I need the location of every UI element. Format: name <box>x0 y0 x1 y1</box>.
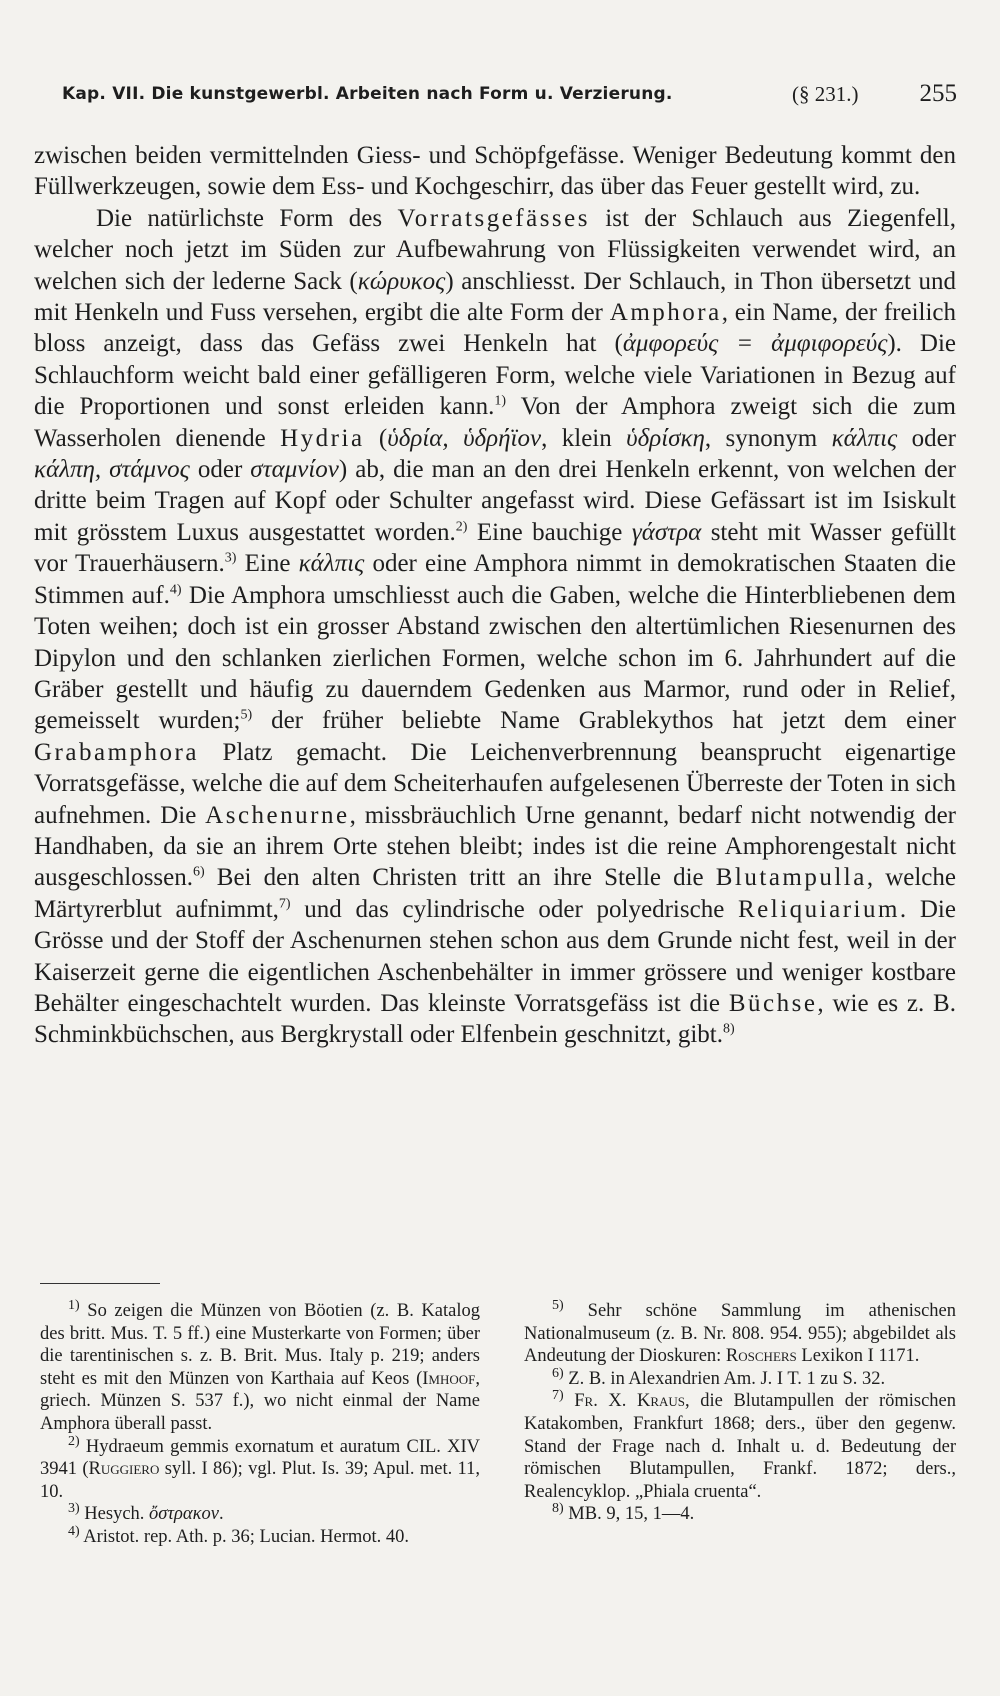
greek-term: κάλπη, στάμνος <box>34 456 190 484</box>
footnote-number: 2) <box>68 1433 80 1449</box>
footnote-ref[interactable]: 8) <box>722 1022 735 1038</box>
greek-term: ὑδρία, ὑδρήϊον <box>387 424 542 452</box>
paragraph-2 <box>34 203 956 1051</box>
text-run: , klein <box>541 424 627 452</box>
footnote-text: , die Blutampullen der römischen Katakomben, Frankfurt 1868; ders., über den gegenw. Stand der Frage nach d. Inhalt u. d. Bedeutung der römischen Blutampullen, Frankf. 1872; ders., Realencyklop. „Phiala cruenta“. <box>524 1391 957 1502</box>
footnote-text: Z. B. in Alexandrien Am. J. I T. 1 zu S. 32. <box>563 1368 886 1389</box>
footnote-5 <box>524 1297 956 1368</box>
text-run: ist der Schlauch aus Ziegenfell, welcher noch jetzt im Süden zur Aufbewahrung von Flüssigkeiten verwendet wird, an welchen sich der lederne Sack ( <box>34 204 956 295</box>
footnote-number: 5) <box>552 1297 564 1313</box>
spaced-term: Amphora <box>609 299 722 327</box>
page-number: 255 <box>919 80 957 107</box>
text-run: ) anschliesst. Der Schlauch, in Thon übersetzt und mit Henkeln und Fuss versehen, ergibt die alte Form der <box>34 267 956 327</box>
text-run: steht mit Wasser gefüllt vor Trauerhäusern. <box>34 518 956 578</box>
text-run: der früher beliebte Name Grablekythos hat jetzt dem einer <box>252 707 956 735</box>
greek-term: κώρυκος <box>357 267 446 295</box>
text-run: , wie es z. B. Schminkbüchschen, aus Bergkrystall oder Elfenbein geschnitzt, gibt. <box>34 989 956 1049</box>
footnote-text: Aristot. rep. Ath. p. 36; Lucian. Hermot. 40. <box>79 1526 410 1547</box>
text-run: Eine bauchige <box>467 518 632 546</box>
footnote-ref[interactable]: 2) <box>455 519 468 535</box>
footnote-3 <box>40 1503 480 1526</box>
text-run: ( <box>364 424 388 452</box>
author-name: Imhoof <box>422 1368 476 1389</box>
footnote-number: 8) <box>552 1501 564 1517</box>
footnote-2 <box>40 1433 480 1504</box>
greek-term: ὑδρίσκη <box>626 424 705 452</box>
text-run: Eine <box>236 550 299 578</box>
text-run: , welche Märtyrerblut aufnimmt, <box>34 864 956 923</box>
footnote-text: syll. I 86); vgl. Plut. Is. 39; Apul. met. 11, 10. <box>40 1459 480 1502</box>
spaced-term: Büchse <box>728 989 818 1017</box>
text-run: Von der Amphora zweigt sich die zum Wasserholen dienende <box>34 393 956 452</box>
footnote-number: 3) <box>68 1501 80 1517</box>
running-title: Kap. VII. Die kunstgewerbl. Arbeiten nach Form u. Verzierung. <box>62 84 673 104</box>
main-text <box>34 140 956 1051</box>
footnote-ref[interactable]: 1) <box>494 393 507 409</box>
footnote-text: So zeigen die Münzen von Böotien (z. B. Katalog des britt. Mus. T. 5 ff.) eine Musterkarte von Formen; über die tarentinischen s. z. B. Brit. Mus. Italy p. 219; anders steht es mit den Münzen von Karthaia auf Keos ( <box>40 1301 480 1389</box>
text-run: , ein Name, der freilich bloss anzeigt, dass das Gefäss zwei Henkeln hat ( <box>34 299 956 358</box>
footnote-ref[interactable]: 5) <box>240 707 253 723</box>
text-run: oder eine Amphora nimmt in demokratischen Staaten die Stimmen auf. <box>34 550 956 609</box>
footnote-6 <box>524 1365 956 1391</box>
author-name: Roschers <box>725 1346 797 1367</box>
footnote-4 <box>40 1523 480 1549</box>
footnote-1 <box>40 1297 480 1436</box>
text-run: , synonym <box>704 424 832 452</box>
footnotes <box>34 1297 957 1660</box>
footnote-text: MB. 9, 15, 1—4. <box>563 1504 695 1525</box>
text-run: , missbräuchlich Urne genannt, bedarf nicht notwendig der Handhaben, da sie an ihrem Orte stehen bleibt; indes ist die reine Amphorengestalt nicht ausgeschlossen. <box>34 801 957 892</box>
text-run: und das cylindrische oder polyedrische <box>290 895 738 923</box>
footnotes-right-column <box>524 1297 957 1526</box>
footnote-7 <box>524 1390 956 1503</box>
greek-term: γάστρα <box>631 518 702 546</box>
text-run: Bei den alten Christen tritt an ihre Stelle die <box>204 864 716 892</box>
footnote-ref[interactable]: 3) <box>224 550 237 566</box>
greek-term: κάλπις <box>298 550 365 578</box>
text-run: Die natürlichste Form des <box>96 204 398 232</box>
footnote-divider <box>40 1283 160 1284</box>
footnote-text: Hydraeum gemmis exornatum et auratum CIL. XIV 3941 ( <box>40 1436 480 1480</box>
spaced-term: Hydria <box>280 424 365 452</box>
text-run: oder <box>189 456 251 484</box>
paragraph-1 <box>34 140 956 203</box>
text-run: . Die Grösse und der Stoff der Aschenurnen stehen schon aus dem Grunde nicht fest, weil in der Kaiserzeit gerne die eigentlichen Aschenbehälter in immer grössere und weniger kostbare Behälter eingeschachtelt wurden. Das kleinste Vorratsgefäss ist die <box>34 895 956 1017</box>
footnote-number: 6) <box>552 1365 564 1381</box>
footnote-text: . <box>218 1504 224 1525</box>
spaced-term: Vorratsgefässes <box>397 204 590 232</box>
spaced-term: Reliquiarium <box>738 895 900 923</box>
author-name: Ruggiero <box>88 1459 160 1480</box>
spaced-term: Blutampulla <box>715 864 867 892</box>
spaced-term: Aschenurne <box>205 801 350 829</box>
footnote-text: , griech. Münzen S. 537 f.), wo nicht einmal der Name Amphora überall passt. <box>40 1368 480 1434</box>
footnote-number: 4) <box>68 1523 80 1539</box>
running-header <box>62 80 957 120</box>
footnote-ref[interactable]: 7) <box>278 896 291 912</box>
author-name: Fr. X. Kraus <box>574 1391 686 1412</box>
footnote-number: 1) <box>68 1297 80 1313</box>
greek-term: σταμνίον <box>250 456 339 484</box>
footnote-text: Hesych. <box>79 1504 150 1525</box>
greek-term: ὄστρακον <box>149 1504 219 1525</box>
footnote-ref[interactable]: 6) <box>193 865 205 881</box>
footnote-ref[interactable]: 4) <box>169 582 182 598</box>
greek-term: κάλπις <box>831 424 898 452</box>
text-run: Platz gemacht. Die Leichenverbrennung beansprucht eigenartige Vorratsgefässe, welche die auf dem Scheiterhaufen aufgelesenen Überreste der Toten in sich aufnehmen. Die <box>34 738 956 829</box>
greek-term: ἀμφορεύς = ἀμφιφορεύς <box>622 330 888 358</box>
text-run: Die Amphora umschliesst auch die Gaben, welche die Hinterbliebenen dem Toten weihen; doch ist ein grosser Abstand zwischen den altertümlichen Riesenurnen des Dipylon und den schlanken zierlichen Formen, welche schon im 6. Jahrhundert auf die Gräber gestellt und häufig zu dauerndem Gedenken aus Marmor, rund oder in Relief, gemeisselt wurden; <box>34 581 956 735</box>
footnote-8 <box>524 1503 956 1526</box>
text-run: oder <box>897 424 956 452</box>
text-run: ) ab, die man an den drei Henkeln erkennt, von welchen der dritte beim Tragen auf Kopf oder Schulter angefasst wird. Diese Gefässart ist im Isiskult mit grösstem Luxus ausgestattet worden. <box>34 456 956 546</box>
spaced-term: Grabamphora <box>34 738 199 766</box>
footnote-text: Lexikon I 1171. <box>796 1346 920 1367</box>
footnotes-left-column <box>40 1297 480 1549</box>
footnote-number: 7) <box>552 1388 564 1404</box>
text-run: ). Die Schlauchform weicht bald einer gefälligeren Form, welche viele Variationen in Bezug auf die Proportionen und sonst erleiden kann. <box>34 330 957 421</box>
text-run: zwischen beiden vermittelnden Giess- und Schöpfgefässe. Weniger Bedeutung kommt den Füllwerkzeugen, sowie dem Ess- und Kochgeschirr, das über das Feuer gestellt wird, zu. <box>34 142 956 201</box>
section-reference: (§ 231.) <box>792 82 859 106</box>
footnote-text: Sehr schöne Sammlung im athenischen Nationalmuseum (z. B. Nr. 808. 954. 955); abgebildet als Andeutung der Dioskuren: <box>524 1301 956 1367</box>
